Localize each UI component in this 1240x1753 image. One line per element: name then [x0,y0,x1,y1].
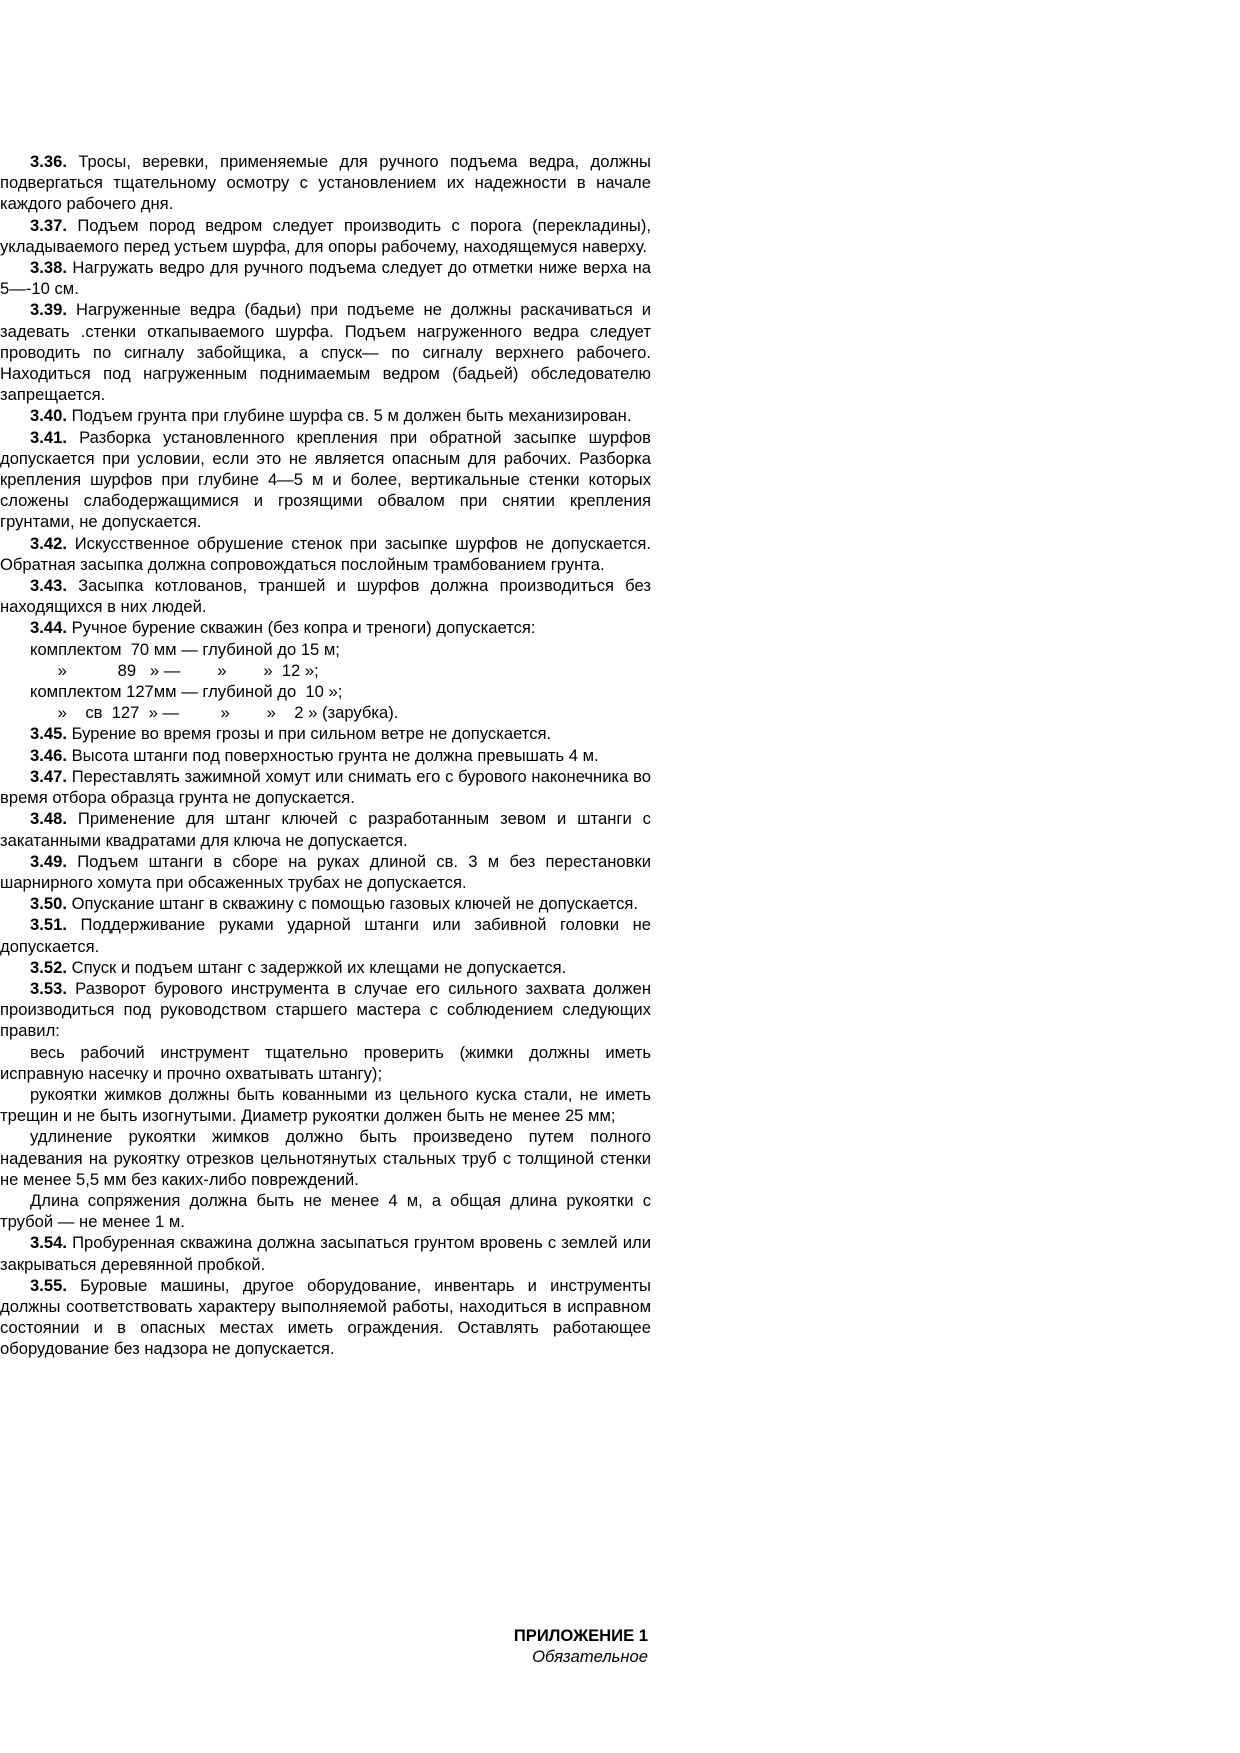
clause-number: 3.54. [30,1233,67,1253]
clause-text: Подъем грунта при глубине шурфа св. 5 м должен быть механизирован. [66,406,632,426]
paragraph-3-47 [0,766,651,808]
drilling-list-line: комплектом 70 мм — глубиной до 15 м; [30,639,340,659]
clause-number: 3.40. [30,406,67,426]
document-body [0,151,651,1360]
appendix-subtitle: Обязательное [532,1647,648,1666]
clause-text: Подъем пород ведром следует производить с порога (перекладины), укладываемого перед устьем шурфа, для опоры рабочему, находящемуся наверху. [0,215,651,256]
clause-number: 3.47. [30,766,67,786]
clause-text: Переставлять зажимной хомут или снимать его с бурового наконечника во время отбора образца грунта не допускается. [0,766,651,808]
clause-text: Подъем штанги в сборе на руках длиной св. 3 м без перестановки шарнирного хомута при обсаженных трубах не допускается. [0,851,651,892]
paragraph-3-45 [0,723,651,744]
clause-number: 3.52. [30,957,67,977]
paragraph-3-46 [0,745,651,766]
clause-text: Ручное бурение скважин (без копра и треноги) допускается: [66,618,536,638]
clause-text: Нагружать ведро для ручного подъема следует до отметки ниже верха на 5—-10 см. [0,258,651,299]
clause-number: 3.41. [30,427,67,447]
paragraph-3-50 [0,893,651,914]
paragraph-3-36 [0,151,651,215]
clause-number: 3.36. [30,152,67,171]
paragraph-3-44 [0,617,651,638]
clause-text: Разборка установленного крепления при обратной засыпке шурфов допускается при условии, если это не является опасным для рабочих. Разборка крепления шурфов при глубине 4—5 м и более, вертикальные стенки которых сложены слабодержащимися и грозящими обвалом при снятии крепления грунтами, не допускается. [0,427,651,532]
clause-number: 3.44. [30,618,67,638]
paragraph-3-38 [0,257,651,299]
paragraph-3-51 [0,914,651,956]
drilling-list-line: » св 127 » — » » 2 » (зарубка). [30,703,399,723]
clause-number: 3.48. [30,809,67,829]
paragraph-3-54 [0,1232,651,1274]
clause-number: 3.43. [30,576,67,596]
clause-text: Тросы, веревки, применяемые для ручного подъема ведра, должны подвергаться тщательному осмотру с установлением их надежности в начале каждого рабочего дня. [0,152,651,214]
clause-text: Поддерживание руками ударной штанги или забивной головки не допускается. [0,915,651,956]
paragraph-3-52 [0,957,651,978]
clause-number: 3.38. [30,258,67,278]
clause-text: Бурение во время грозы и при сильном ветре не допускается. [66,724,552,744]
paragraph-3-49 [0,851,651,893]
clause-number: 3.42. [30,533,67,553]
clause-text: Опускание штанг в скважину с помощью газовых ключей не допускается. [66,894,638,914]
clause-text: Применение для штанг ключей с разработанным зевом и штанги с закатанными квадратами для ключа не допускается. [0,809,651,850]
clause-text: Буровые машины, другое оборудование, инвентарь и инструменты должны соответствовать характеру выполняемой работы, находиться в исправном состоянии и в опасных местах иметь ограждения. Оставлять работающее оборудование без надзора не допускается. [0,1275,651,1359]
paragraph-3-43 [0,575,651,617]
paragraph-3-55 [0,1275,651,1360]
clause-number: 3.39. [30,300,67,320]
paragraph-3-37 [0,215,651,257]
rule-item: весь рабочий инструмент тщательно проверить (жимки должны иметь исправную насечку и прочно охватывать штангу); [0,1042,651,1083]
paragraph-3-53 [0,978,651,1042]
clause-number: 3.46. [30,745,67,765]
rule-item: удлинение рукоятки жимков должно быть произведено путем полного надевания на рукоятку отрезков цельнотянутых стальных труб с толщиной стенки не менее 5,5 мм без каких-либо повреждений. [0,1127,651,1189]
drilling-list-line: комплектом 127мм — глубиной до 10 »; [30,682,343,702]
paragraph-3-41 [0,427,651,533]
clause-text: Искусственное обрушение стенок при засыпке шурфов не допускается. Обратная засыпка должна сопровождаться послойным трамбованием грунта. [0,533,651,574]
appendix-heading [440,1625,648,1667]
paragraph-3-39 [0,299,651,405]
clause-text: Высота штанги под поверхностью грунта не должна превышать 4 м. [66,745,599,765]
rule-item: рукоятки жимков должны быть кованными из цельного куска стали, не иметь трещин и не быть изогнутыми. Диаметр рукоятки должен быть не менее 25 мм; [0,1084,651,1126]
clause-number: 3.55. [30,1275,67,1295]
paragraph-3-48 [0,808,651,850]
drilling-list-line: » 89 » — » » 12 »; [30,660,319,680]
clause-text: Засыпка котлованов, траншей и шурфов должна производиться без находящихся в них людей. [0,576,651,617]
clause-text: Пробуренная скважина должна засыпаться грунтом вровень с землей или закрываться деревянной пробкой. [0,1233,651,1274]
clause-text: Спуск и подъем штанг с задержкой их клещами не допускается. [66,957,567,977]
clause-number: 3.37. [30,215,67,235]
clause-number: 3.45. [30,724,67,744]
clause-number: 3.49. [30,851,67,871]
clause-number: 3.53. [30,978,67,998]
clause-text: Разворот бурового инструмента в случае его сильного захвата должен производиться под руководством старшего мастера с соблюдением следующих правил: [0,978,651,1041]
paragraph-3-40 [0,405,651,426]
clause-text: Нагруженные ведра (бадьи) при подъеме не должны раскачиваться и задевать .стенки откапываемого шурфа. Подъем нагруженного ведра следует проводить по сигналу забойщика, а спуск— по сигналу верхнего рабочего. Находиться под нагруженным поднимаемым ведром (бадьей) обследователю запрещается. [0,300,651,405]
appendix-title: ПРИЛОЖЕНИЕ 1 [513,1626,648,1645]
paragraph-3-42 [0,533,651,575]
clause-number: 3.50. [30,894,67,914]
clause-number: 3.51. [30,915,67,935]
rule-item: Длина сопряжения должна быть не менее 4 м, а общая длина рукоятки с трубой — не менее 1 м. [0,1190,651,1232]
